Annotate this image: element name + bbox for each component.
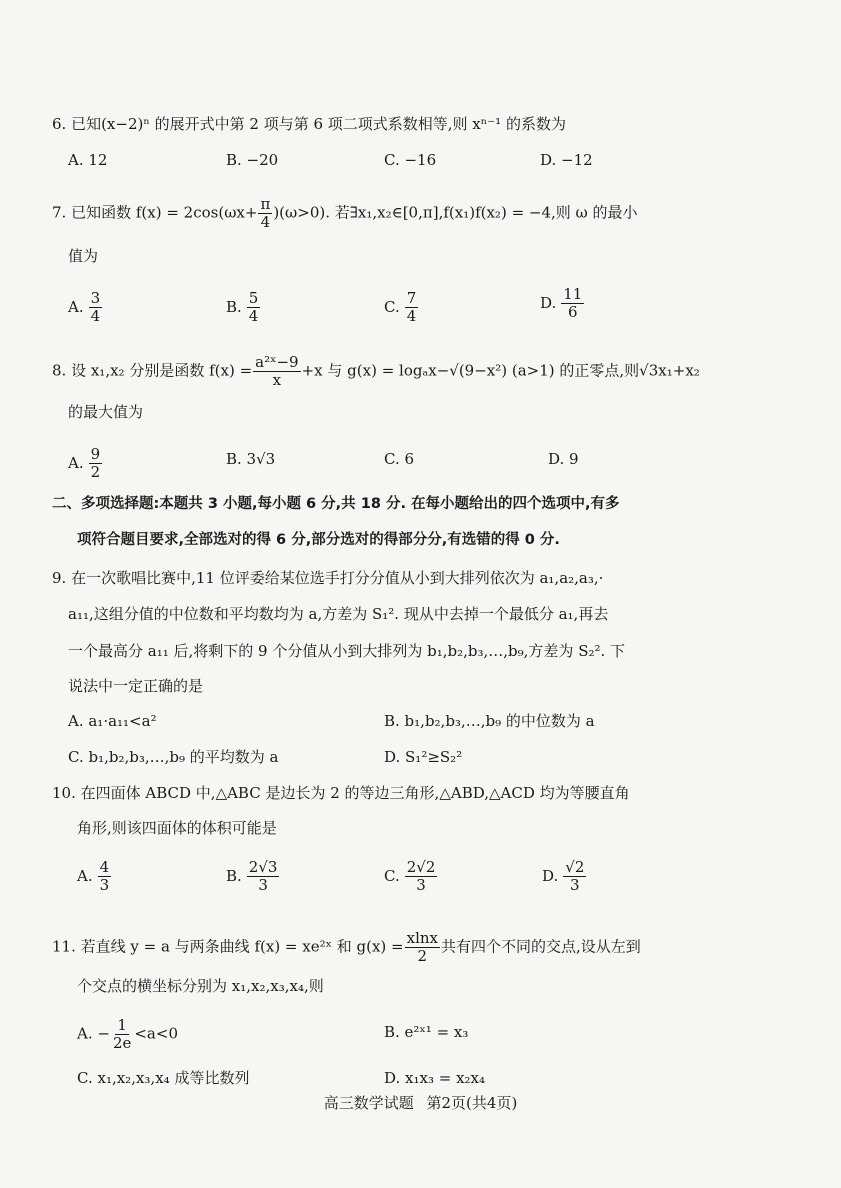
frac-den: 4 [406, 307, 417, 325]
frac-num: 4 [99, 858, 110, 876]
frac-num: 3 [90, 289, 101, 307]
q11-option-d: D. x₁x₃ = x₂x₄ [384, 1069, 486, 1087]
q11-option-c: C. x₁,x₂,x₃,x₄ 成等比数列 [77, 1069, 250, 1087]
q8-stem-cont: 的最大值为 [68, 403, 144, 421]
q11-option-a-tail: <a<0 [134, 1024, 178, 1043]
frac-den: 2 [90, 463, 101, 481]
q10-option-b-frac [247, 859, 280, 894]
section2-heading: 二、多项选择题:本题共 3 小题,每小题 6 分,共 18 分. 在每小题给出的四个选项中,有多 [52, 496, 620, 512]
q11-option-b: B. e²ˣ¹ = x₃ [384, 1023, 469, 1041]
q10-option-b [226, 859, 280, 894]
q7-option-c-frac [405, 290, 419, 325]
q10-option-a [77, 859, 112, 894]
q11-option-a [77, 1017, 178, 1052]
frac-den: 3 [258, 876, 268, 894]
q6-option-b: B. −20 [226, 151, 279, 169]
q10-option-c-frac [405, 859, 438, 894]
q9-line-3: 一个最高分 a₁₁ 后,将剩下的 9 个分值从小到大排列为 b₁,b₂,b₃,…,b₉,方差为 S₂². 下 [68, 642, 626, 660]
q10-option-d [542, 859, 587, 894]
q11-stem [52, 930, 641, 965]
q11-frac-den: 2 [417, 947, 428, 965]
frac-den: 2e [112, 1034, 132, 1052]
frac-den: 3 [99, 876, 110, 894]
q11-fraction [405, 930, 440, 965]
q10-option-d-frac [563, 859, 586, 894]
q7-fraction [258, 196, 272, 231]
q6-option-a: A. 12 [68, 151, 108, 169]
q11-frac-num: xlnx [406, 929, 439, 947]
q7-option-d [540, 286, 585, 321]
frac-num: 2√3 [248, 858, 278, 876]
q10-line-2: 角形,则该四面体的体积可能是 [77, 819, 277, 837]
q9-line-2: a₁₁,这组分值的中位数和平均数均为 a,方差为 S₁². 现从中去掉一个最低分 a₁,再去 [68, 605, 609, 623]
frac-num: 1 [117, 1016, 127, 1034]
page-footer [0, 1092, 841, 1113]
q7-option-b-label: B. [226, 297, 242, 316]
q7-option-a-label: A. [68, 297, 84, 316]
q10-option-a-label: A. [77, 866, 93, 885]
q7-option-b-frac [247, 290, 261, 325]
q7-frac-num: π [260, 195, 271, 213]
frac-den: 4 [90, 307, 101, 325]
q10-option-d-label: D. [542, 866, 559, 885]
q7-stem [52, 196, 638, 231]
q6-option-d: D. −12 [540, 151, 593, 169]
q7-frac-den: 4 [260, 213, 271, 231]
q8-stem [52, 354, 700, 389]
q8-option-a-frac [89, 446, 103, 481]
q8-option-c: C. 6 [384, 450, 415, 468]
q10-line-1: 10. 在四面体 ABCD 中,△ABC 是边长为 2 的等边三角形,△ABD,△ACD 均为等腰直角 [52, 784, 630, 802]
q9-option-a: A. a₁·a₁₁<a² [68, 712, 157, 730]
q6-option-c: C. −16 [384, 151, 437, 169]
frac-den: 6 [568, 303, 578, 321]
q6-stem: 6. 已知(x−2)ⁿ 的展开式中第 2 项与第 6 项二项式系数相等,则 xⁿ⁻¹ 的系数为 [52, 115, 566, 133]
footer-page-number: 第2页(共4页) [426, 1094, 518, 1112]
q7-option-a [68, 290, 103, 325]
q10-option-c [384, 859, 438, 894]
q9-option-b: B. b₁,b₂,b₃,…,b₉ 的中位数为 a [384, 712, 595, 730]
q11-option-a-frac [111, 1017, 133, 1052]
q10-option-c-label: C. [384, 866, 400, 885]
q8-fraction [253, 354, 300, 389]
footer-title: 高三数学试题 [323, 1094, 414, 1112]
q9-option-d: D. S₁²≥S₂² [384, 748, 463, 766]
q7-option-c-label: C. [384, 297, 400, 316]
q8-option-a [68, 446, 103, 481]
q8-stem-part-a: 8. 设 x₁,x₂ 分别是函数 f(x) = [52, 361, 253, 380]
q8-option-d: D. 9 [548, 450, 579, 468]
q8-option-a-label: A. [68, 453, 84, 472]
q7-option-d-frac [561, 286, 584, 321]
q9-line-4: 说法中一定正确的是 [68, 677, 204, 695]
frac-num: 7 [406, 289, 417, 307]
q7-option-d-label: D. [540, 293, 557, 312]
frac-num: 2√2 [406, 858, 436, 876]
frac-num: 5 [248, 289, 259, 307]
frac-den: 3 [416, 876, 426, 894]
q11-line-2: 个交点的横坐标分别为 x₁,x₂,x₃,x₄,则 [77, 977, 324, 995]
q7-stem-cont: 值为 [68, 247, 99, 265]
q7-stem-part-a: 7. 已知函数 f(x) = 2cos(ωx+ [52, 203, 258, 222]
q8-frac-num: a²ˣ−9 [255, 353, 299, 371]
q9-option-c: C. b₁,b₂,b₃,…,b₉ 的平均数为 a [68, 748, 279, 766]
section2-heading-cont: 项符合题目要求,全部选对的得 6 分,部分选对的得部分分,有选错的得 0 分. [77, 532, 560, 548]
q8-option-b: B. 3√3 [226, 450, 276, 468]
q7-option-a-frac [89, 290, 103, 325]
q11-option-a-label: A. − [77, 1024, 110, 1043]
frac-num: 9 [90, 445, 101, 463]
q7-stem-part-b: )(ω>0). 若∃x₁,x₂∈[0,π],f(x₁)f(x₂) = −4,则 ω 的最小 [273, 203, 638, 222]
frac-num: √2 [565, 858, 585, 876]
q8-frac-den: x [272, 371, 282, 389]
q11-stem-part-a: 11. 若直线 y = a 与两条曲线 f(x) = xe²ˣ 和 g(x) = [52, 937, 404, 956]
q10-option-a-frac [98, 859, 112, 894]
q7-option-b [226, 290, 261, 325]
q10-option-b-label: B. [226, 866, 242, 885]
q9-line-1: 9. 在一次歌唱比赛中,11 位评委给某位选手打分分值从小到大排列依次为 a₁,a₂,a₃,· [52, 569, 604, 587]
frac-den: 3 [570, 876, 580, 894]
q11-stem-part-b: 共有四个不同的交点,设从左到 [441, 937, 641, 956]
q8-stem-part-b: +x 与 g(x) = logₐx−√(9−x²) (a>1) 的正零点,则√3x₁+x₂ [301, 361, 700, 380]
frac-den: 4 [248, 307, 259, 325]
frac-num: 11 [563, 285, 583, 303]
q7-option-c [384, 290, 419, 325]
